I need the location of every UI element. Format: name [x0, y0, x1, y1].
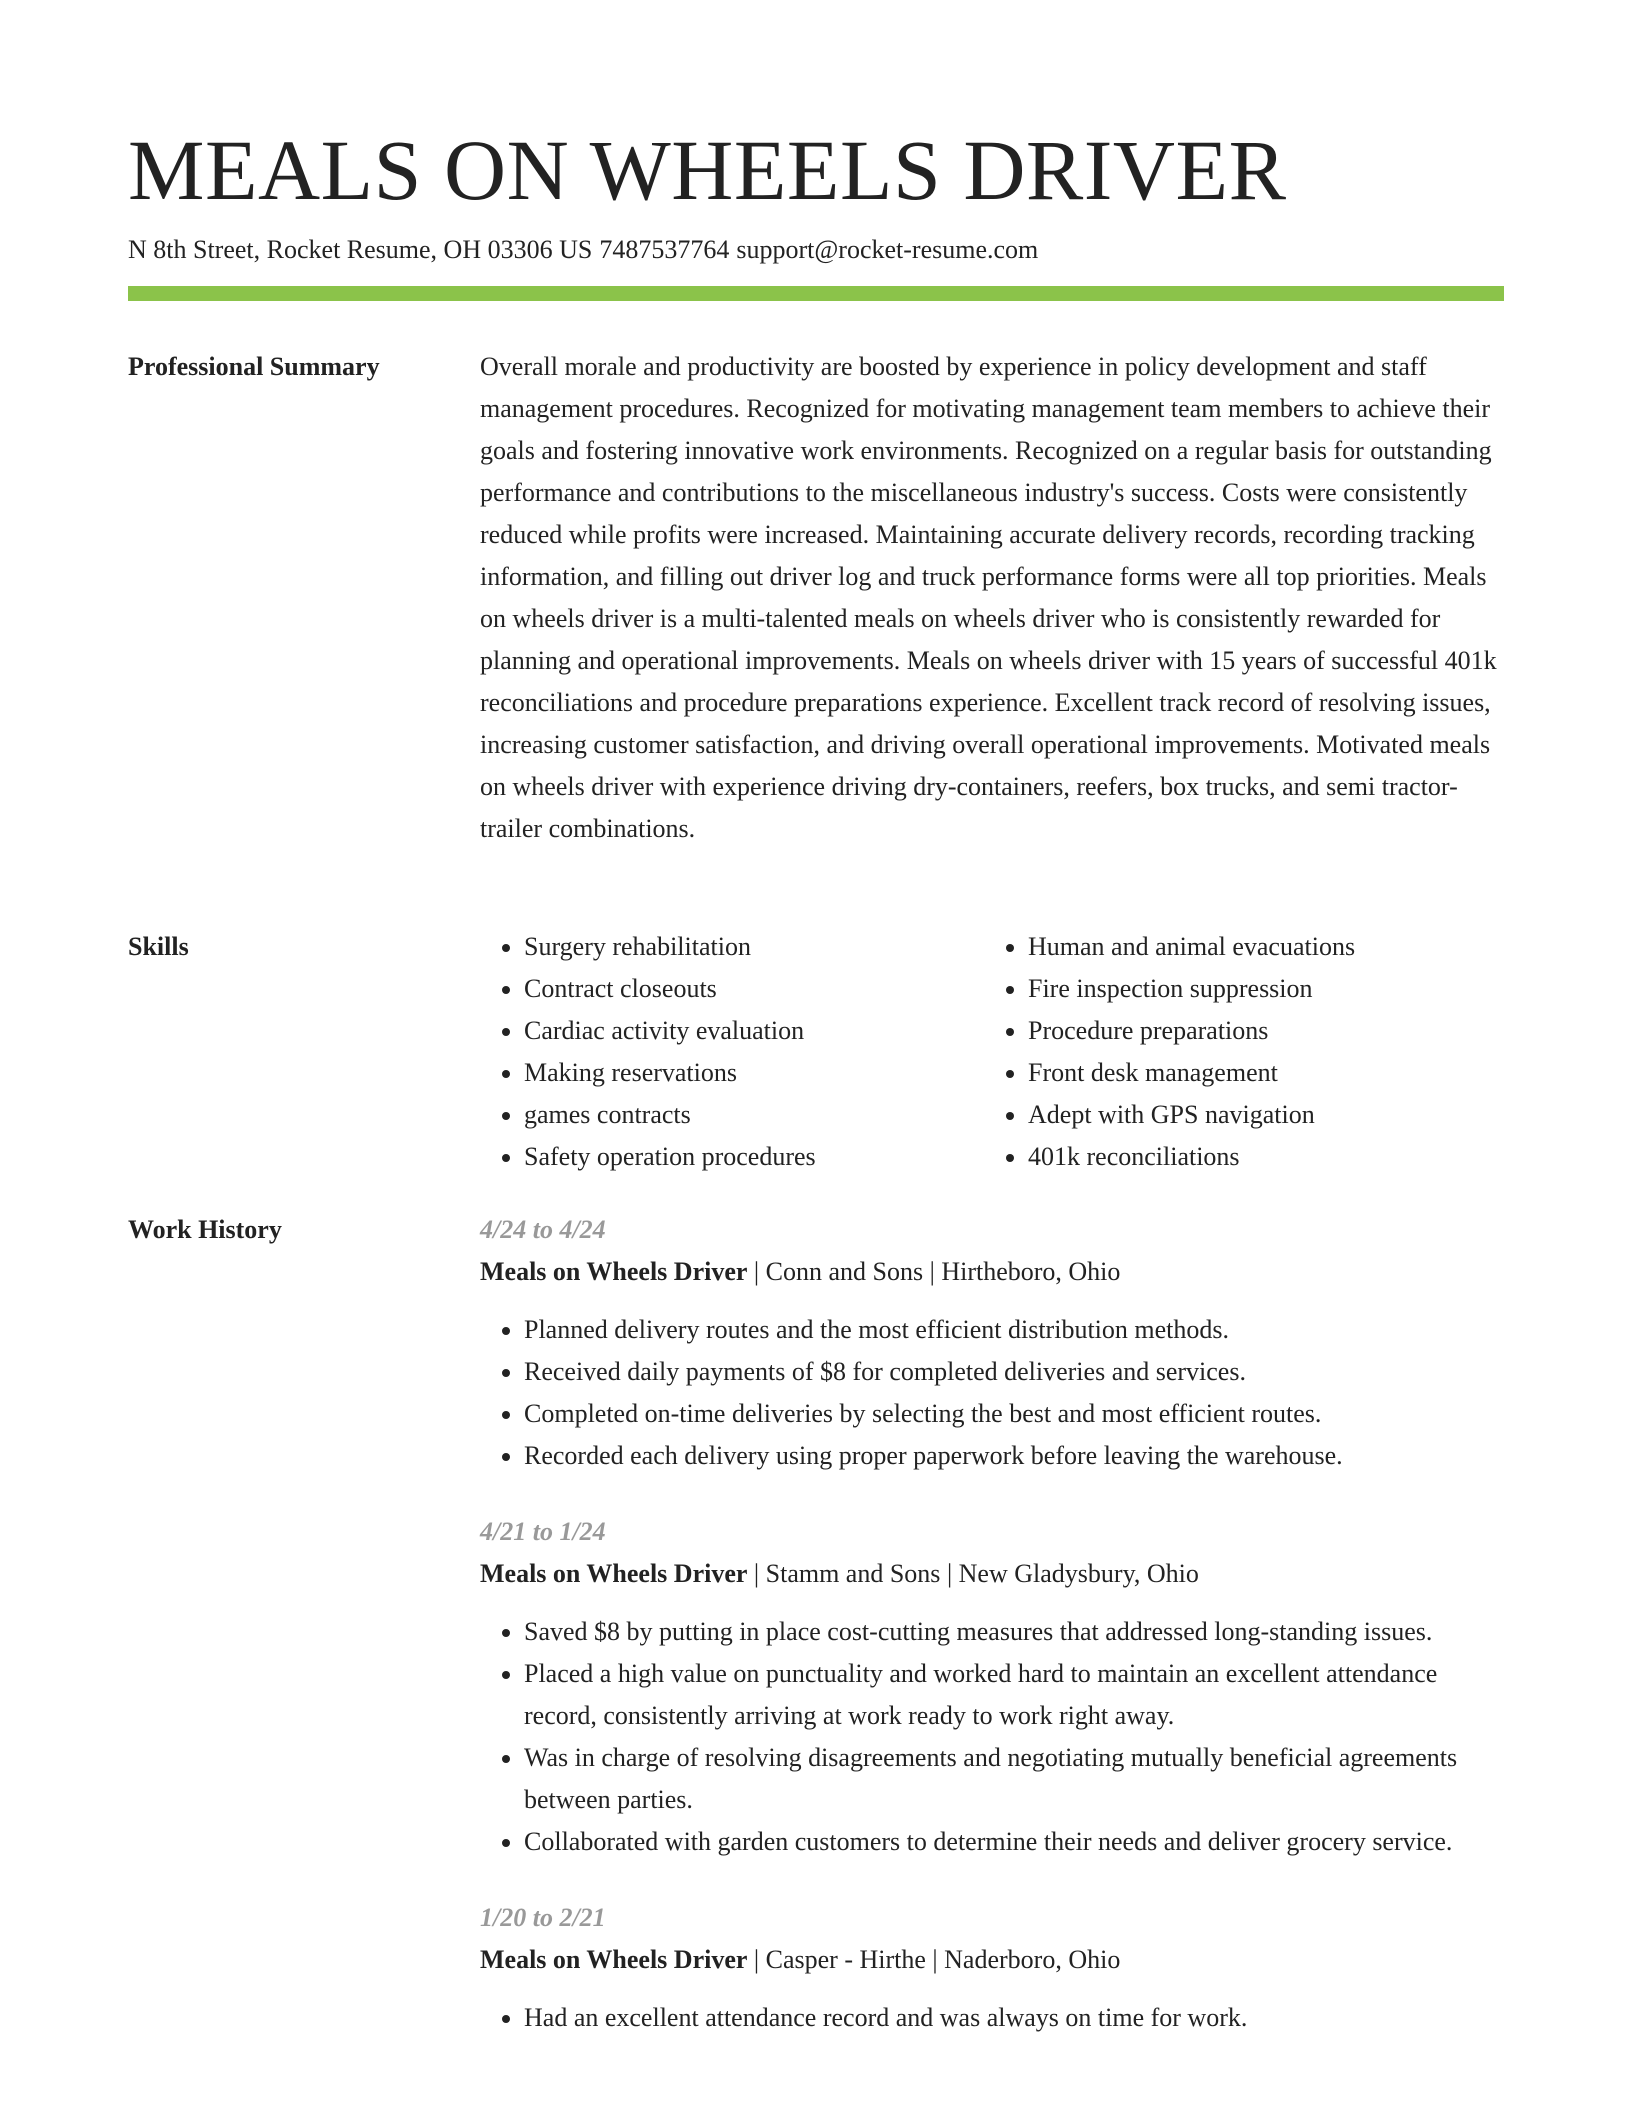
summary-body — [480, 346, 1504, 850]
skill-item: • Adept with GPS navigation — [1028, 1094, 1488, 1136]
job-bullet: • Saved $8 by putting in place cost-cutting measures that addressed long-standing issues. — [524, 1611, 1504, 1653]
skill-item: • Contract closeouts — [524, 968, 984, 1010]
job-header: Meals on Wheels Driver | Conn and Sons | Hirtheboro, Ohio — [480, 1257, 1121, 1286]
contact-phone: 7487537764 — [599, 235, 730, 264]
resume-name-heading: MEALS ON WHEELS DRIVER — [128, 122, 1287, 218]
job-bullet: • Planned delivery routes and the most efficient distribution methods. — [524, 1309, 1504, 1351]
job-bullets — [480, 1309, 1504, 1477]
skill-item: • Cardiac activity evaluation — [524, 1010, 984, 1052]
job-entry — [480, 1897, 1504, 2039]
job-company: Conn and Sons — [765, 1257, 924, 1286]
skill-item: • games contracts — [524, 1094, 984, 1136]
job-location: New Gladysbury, Ohio — [958, 1559, 1199, 1588]
skill-item: • Human and animal evacuations — [1028, 926, 1488, 968]
job-entry — [480, 1511, 1504, 1863]
job-entry — [480, 1209, 1504, 1477]
skill-item: • Front desk management — [1028, 1052, 1488, 1094]
job-location: Naderboro, Ohio — [944, 1945, 1121, 1974]
skill-item: • Making reservations — [524, 1052, 984, 1094]
job-header: Meals on Wheels Driver | Stamm and Sons | New Gladysbury, Ohio — [480, 1559, 1199, 1588]
summary-heading: Professional Summary — [128, 352, 380, 381]
job-bullet: • Received daily payments of $8 for completed deliveries and services. — [524, 1351, 1504, 1393]
job-bullets — [480, 1997, 1504, 2039]
contact-email[interactable]: support@rocket-resume.com — [736, 235, 1039, 264]
job-title: Meals on Wheels Driver — [480, 1945, 748, 1974]
skills-list-left — [480, 926, 984, 1178]
job-bullet: • Recorded each delivery using proper paperwork before leaving the warehouse. — [524, 1435, 1504, 1477]
job-company: Stamm and Sons — [765, 1559, 941, 1588]
job-bullets — [480, 1611, 1504, 1863]
job-dates: 4/24 to 4/24 — [480, 1215, 606, 1244]
job-header: Meals on Wheels Driver | Casper - Hirthe | Naderboro, Ohio — [480, 1945, 1121, 1974]
work-history-body — [480, 1209, 1504, 2073]
job-location: Hirtheboro, Ohio — [941, 1257, 1121, 1286]
skills-list-right — [984, 926, 1488, 1178]
skill-item: • Safety operation procedures — [524, 1136, 984, 1178]
contact-line — [128, 232, 1045, 268]
job-bullet: • Placed a high value on punctuality and worked hard to maintain an excellent attendance record, consistently arriving at work ready to work right away. — [524, 1653, 1504, 1737]
job-bullet: • Had an excellent attendance record and was always on time for work. — [524, 1997, 1504, 2039]
job-bullet: • Completed on-time deliveries by selecting the best and most efficient routes. — [524, 1393, 1504, 1435]
job-bullet: • Collaborated with garden customers to determine their needs and deliver grocery service. — [524, 1821, 1504, 1863]
contact-address: N 8th Street, Rocket Resume, OH 03306 US — [128, 235, 593, 264]
job-dates: 4/21 to 1/24 — [480, 1517, 606, 1546]
skill-item: • Fire inspection suppression — [1028, 968, 1488, 1010]
skill-item: • Procedure preparations — [1028, 1010, 1488, 1052]
job-title: Meals on Wheels Driver — [480, 1257, 748, 1286]
job-dates: 1/20 to 2/21 — [480, 1903, 606, 1932]
skills-body — [480, 926, 1504, 1178]
skills-columns — [480, 926, 1504, 1178]
work-history-heading: Work History — [128, 1215, 282, 1244]
job-company: Casper - Hirthe — [765, 1945, 926, 1974]
skill-item: • Surgery rehabilitation — [524, 926, 984, 968]
job-bullet: • Was in charge of resolving disagreements and negotiating mutually beneficial agreements between parties. — [524, 1737, 1504, 1821]
skill-item: • 401k reconciliations — [1028, 1136, 1488, 1178]
summary-text: Overall morale and productivity are boosted by experience in policy development and staff management procedures. Recognized for motivating management team members to achieve their goals and fostering innovative work environments. Recognized on a regular basis for outstanding performance and contributions to the miscellaneous industry's success. Costs were consistently reduced while profits were increased. Maintaining accurate delivery records, recording tracking information, and filling out driver log and truck performance forms were all top priorities. Meals on wheels driver is a multi-talented meals on wheels driver who is consistently rewarded for planning and operational improvements. Meals on wheels driver with 15 years of successful 401k reconciliations and procedure preparations experience. Excellent track record of resolving issues, increasing customer satisfaction, and driving overall operational improvements. Motivated meals on wheels driver with experience driving dry-containers, reefers, box trucks, and semi tractor-trailer combinations. — [480, 352, 1497, 843]
job-title: Meals on Wheels Driver — [480, 1559, 748, 1588]
header-divider — [128, 286, 1504, 301]
skills-heading: Skills — [128, 932, 189, 961]
